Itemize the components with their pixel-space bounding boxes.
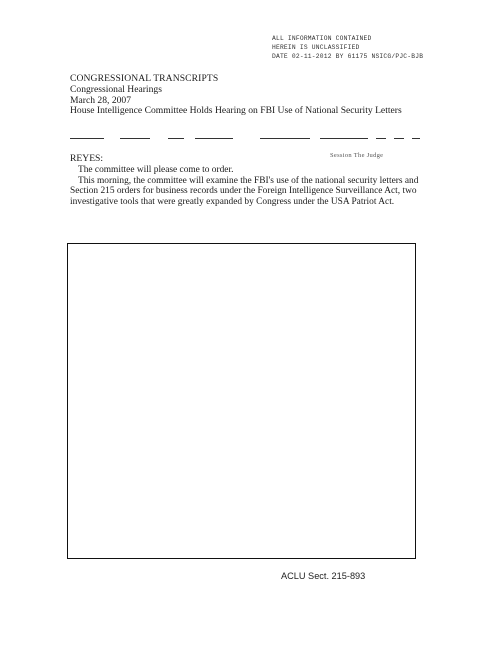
stamp-line: ALL INFORMATION CONTAINED xyxy=(272,35,372,42)
declassification-stamp xyxy=(272,34,423,61)
stamp-line: DATE 02-11-2012 BY 61175 NSICG/PJC-BJB xyxy=(272,53,424,60)
separator-rule xyxy=(120,138,150,139)
separator-rules xyxy=(70,138,420,142)
separator-rule xyxy=(195,138,233,139)
separator-rule xyxy=(260,138,310,139)
margin-note: Session The Judge xyxy=(330,152,384,159)
separator-rule xyxy=(168,138,184,139)
transcript-paragraph: The committee will please come to order. xyxy=(78,165,234,175)
separator-rule xyxy=(394,138,404,139)
separator-rule xyxy=(70,138,104,139)
bates-number: ACLU Sect. 215-893 xyxy=(281,571,366,581)
hearing-title: House Intelligence Committee Holds Hearing on FBI Use of National Security Letters xyxy=(70,105,402,117)
transcript-body xyxy=(70,165,430,207)
stamp-line: HEREIN IS UNCLASSIFIED xyxy=(272,44,360,51)
transcript-paragraph: This morning, the committee will examine the FBI's use of the national security letters and Section 215 orders for business records under the Foreign Intelligence Surveillance Act, two investigative tools that were greatly expanded by Congress under the USA Patriot Act. xyxy=(70,175,419,207)
redaction-box xyxy=(67,243,416,559)
speaker-name: REYES: xyxy=(70,153,104,164)
document-header xyxy=(70,74,402,117)
separator-rule xyxy=(376,138,386,139)
section-name: Congressional Hearings xyxy=(70,83,162,95)
hearing-date: March 28, 2007 xyxy=(70,94,132,106)
separator-rule xyxy=(412,138,420,139)
publication-name: CONGRESSIONAL TRANSCRIPTS xyxy=(70,73,219,84)
separator-rule xyxy=(320,138,368,139)
